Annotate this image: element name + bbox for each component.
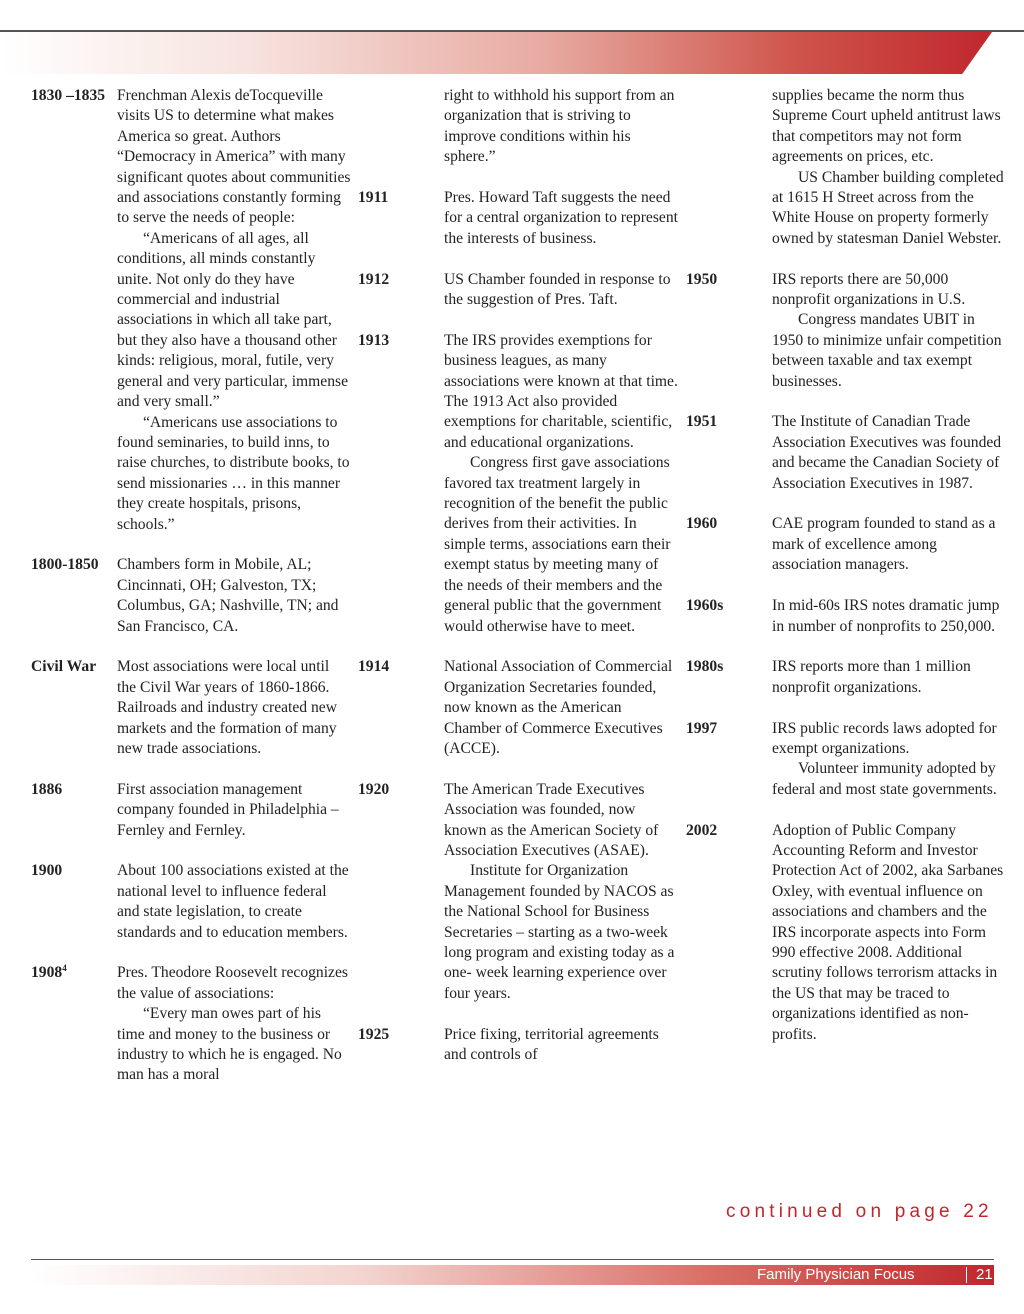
timeline-column-3 — [686, 86, 1006, 1065]
description-paragraph: National Association of Commercial Organization Secretaries founded, now known as the American Chamber of Commerce Executives (ACCE). — [444, 658, 673, 757]
timeline-description — [444, 86, 678, 168]
top-rule — [0, 30, 1024, 32]
description-paragraph: IRS public records laws adopted for exempt organizations. — [772, 719, 997, 757]
description-paragraph: The IRS provides exemptions for business leagues, as many associations were known at that time. The 1913 Act also provided exemptions for charitable, scientific, and educational organizations. — [444, 331, 678, 451]
description-paragraph: The American Trade Executives Association was founded, now known as the American Society of Association Executives (ASAE). — [444, 780, 659, 859]
timeline-entry — [686, 270, 1006, 392]
timeline-description — [444, 188, 678, 249]
timeline-entry — [31, 86, 351, 535]
footer-divider — [966, 1267, 967, 1283]
year-label: 1997 — [686, 719, 718, 737]
description-paragraph: Railroads and industry created new markets and the formation of many new trade associations. — [117, 699, 337, 757]
description-paragraph: Most associations were local until the Civil War years of 1860-1866. — [117, 658, 330, 696]
timeline-year — [31, 861, 117, 943]
timeline-description — [772, 514, 1006, 575]
description-paragraph: Pres. Theodore Roosevelt recognizes the value of associations: — [117, 964, 348, 1002]
timeline-entry — [686, 821, 1006, 1045]
timeline-entry — [686, 719, 1006, 801]
timeline-entry — [686, 86, 1006, 249]
timeline-description — [772, 821, 1006, 1045]
timeline-year — [686, 514, 772, 575]
year-label: 2002 — [686, 821, 718, 839]
timeline-entry — [31, 780, 351, 841]
timeline-year — [686, 86, 772, 249]
timeline-year — [358, 188, 444, 249]
timeline-year — [31, 555, 117, 637]
timeline-entry — [358, 188, 678, 249]
timeline-year — [686, 657, 772, 698]
year-label: 1980s — [686, 658, 724, 676]
bottom-rule — [31, 1259, 994, 1260]
header-gradient-band — [0, 32, 992, 74]
timeline-year — [358, 1025, 444, 1066]
year-label: 1912 — [358, 270, 390, 288]
timeline-description — [444, 1025, 678, 1066]
description-paragraph: The Institute of Canadian Trade Association Executives was founded and became the Canadian Society of Association Executives in 1987. — [772, 413, 1002, 492]
timeline-entry — [31, 963, 351, 1085]
description-paragraph: Price fixing, territorial agreements and controls of — [444, 1025, 659, 1063]
year-label: 1951 — [686, 413, 718, 431]
timeline-entry — [686, 412, 1006, 494]
page-number: 21 — [976, 1266, 993, 1283]
description-paragraph: IRS reports more than 1 million nonprofit organizations. — [772, 658, 971, 696]
year-label: 1886 — [31, 780, 63, 798]
timeline-year — [358, 86, 444, 168]
year-label: 1950 — [686, 270, 718, 288]
timeline-description — [772, 412, 1006, 494]
description-paragraph: “Every man owes part of his time and money to the business or industry to which he is engaged. No man has a moral — [117, 1005, 342, 1084]
description-paragraph: supplies became the norm thus Supreme Court upheld antitrust laws that competitors may not form agreements on prices, etc. — [772, 87, 1001, 166]
timeline-year — [31, 780, 117, 841]
year-label: 1830 –1835 — [31, 87, 106, 104]
timeline-entry — [358, 331, 678, 637]
timeline-column-1 — [31, 86, 351, 1106]
timeline-entry — [31, 861, 351, 943]
timeline-entry — [358, 86, 678, 168]
timeline-entry — [686, 596, 1006, 637]
description-paragraph: “Americans of all ages, all conditions, all minds constantly unite. Not only do they have commercial and industrial associations in which all take part, but they also have a thousand other kinds: religious, moral, futile, very general and very particular, immense and very small.” — [117, 229, 349, 411]
timeline-description — [117, 861, 351, 943]
timeline-entry — [686, 514, 1006, 575]
description-paragraph: CAE program founded to stand as a mark of excellence among association managers. — [772, 515, 996, 574]
timeline-year — [358, 331, 444, 637]
description-paragraph: US Chamber building completed at 1615 H Street across from the White House on property formerly owned by statesman Daniel Webster. — [772, 168, 1004, 247]
timeline-description — [772, 719, 1006, 801]
timeline-entry — [358, 270, 678, 311]
timeline-year — [686, 596, 772, 637]
timeline-entry — [31, 657, 351, 759]
timeline-entry — [686, 657, 1006, 698]
year-label: 1911 — [358, 189, 389, 207]
timeline-year — [31, 86, 117, 535]
description-paragraph: right to withhold his support from an organization that is striving to improve conditions within his sphere.” — [444, 87, 675, 166]
description-paragraph: Congress mandates UBIT in 1950 to minimize unfair competition between taxable and tax exempt businesses. — [772, 311, 1002, 390]
footnote-marker: 4 — [62, 963, 67, 974]
description-paragraph: “Americans use associations to found seminaries, to build inns, to raise churches, to distribute books, to send missionaries … in this manner they create hospitals, prisons, schools.” — [117, 413, 350, 533]
timeline-description — [444, 331, 678, 637]
timeline-year — [31, 657, 117, 759]
description-paragraph: In mid-60s IRS notes dramatic jump in number of nonprofits to 250,000. — [772, 597, 1000, 635]
year-label: 1925 — [358, 1025, 390, 1043]
timeline-description — [772, 86, 1006, 249]
footer-publication-title: Family Physician Focus — [757, 1266, 915, 1283]
timeline-year — [686, 821, 772, 1045]
timeline-entry — [358, 1025, 678, 1066]
year-label: 1914 — [358, 658, 390, 676]
timeline-year — [358, 780, 444, 1004]
description-paragraph: First association management company founded in Philadelphia – Fernley and Fernley. — [117, 780, 339, 839]
timeline-description — [444, 657, 678, 759]
year-label: Civil War — [31, 658, 97, 676]
timeline-description — [117, 780, 351, 841]
description-paragraph: Pres. Howard Taft suggests the need for a central organization to represent the interests of business. — [444, 189, 678, 247]
timeline-column-2 — [358, 86, 678, 1086]
timeline-year — [358, 657, 444, 759]
year-label: 1960s — [686, 597, 724, 615]
timeline-description — [117, 555, 351, 637]
description-paragraph: US Chamber founded in response to the suggestion of Pres. Taft. — [444, 270, 671, 309]
description-paragraph: Chambers form in Mobile, AL; Cincinnati, OH; Galveston, TX; Columbus, GA; Nashville, TN; and San Francisco, CA. — [117, 556, 339, 635]
timeline-description — [772, 657, 1006, 698]
year-label: 1900 — [31, 862, 63, 880]
timeline-description — [117, 657, 351, 759]
description-paragraph: IRS reports there are 50,000 nonprofit organizations in U.S. — [772, 270, 966, 309]
timeline-entry — [31, 555, 351, 637]
description-paragraph: About 100 associations existed at the national level to influence federal and state legislation, to create standards and to education members. — [117, 862, 349, 941]
timeline-year — [686, 412, 772, 494]
timeline-entry — [358, 780, 678, 1004]
description-paragraph: Frenchman Alexis deTocqueville visits US to determine what makes America so great. Authors “Democracy in America” with many significant quotes about communities and associations constantly forming to serve the needs of people: — [117, 87, 351, 227]
description-paragraph: Volunteer immunity adopted by federal and most state governments. — [772, 760, 997, 798]
timeline-description — [444, 270, 678, 311]
year-label: 1913 — [358, 331, 390, 349]
timeline-entry — [358, 657, 678, 759]
description-paragraph: Adoption of Public Company Accounting Reform and Investor Protection Act of 2002, aka Sarbanes Oxley, with eventual influence on associations and chambers and the IRS incorporate aspects into Form 990 effective 2008. Additional scrutiny follows terrorism attacks in the US that may be traced to organizations identified as non-profits. — [772, 821, 1004, 1043]
description-paragraph: Congress first gave associations favored tax treatment largely in recognition of the benefit the public derives from their activities. In simple terms, associations earn their exempt status by meeting many of the needs of their members and the general public that the government would otherwise have to meet. — [444, 454, 671, 635]
timeline-description — [772, 596, 1006, 637]
timeline-year — [686, 719, 772, 801]
description-paragraph: Institute for Organization Management founded by NACOS as the National School for Business Secretaries – starting as a two-week long program and existing today as a one- week learning experience over four years. — [444, 862, 675, 1002]
timeline-year — [686, 270, 772, 392]
timeline-description — [117, 963, 351, 1085]
timeline-description — [772, 270, 1006, 392]
year-label: 1908 — [31, 964, 63, 982]
year-label: 1920 — [358, 780, 390, 798]
timeline-description — [444, 780, 678, 1004]
year-label: 1800-1850 — [31, 556, 99, 574]
year-label: 1960 — [686, 515, 718, 533]
timeline-description — [117, 86, 351, 535]
timeline-year — [358, 270, 444, 311]
timeline-year — [31, 963, 117, 1085]
continued-notice: continued on page 22 — [726, 1201, 993, 1222]
